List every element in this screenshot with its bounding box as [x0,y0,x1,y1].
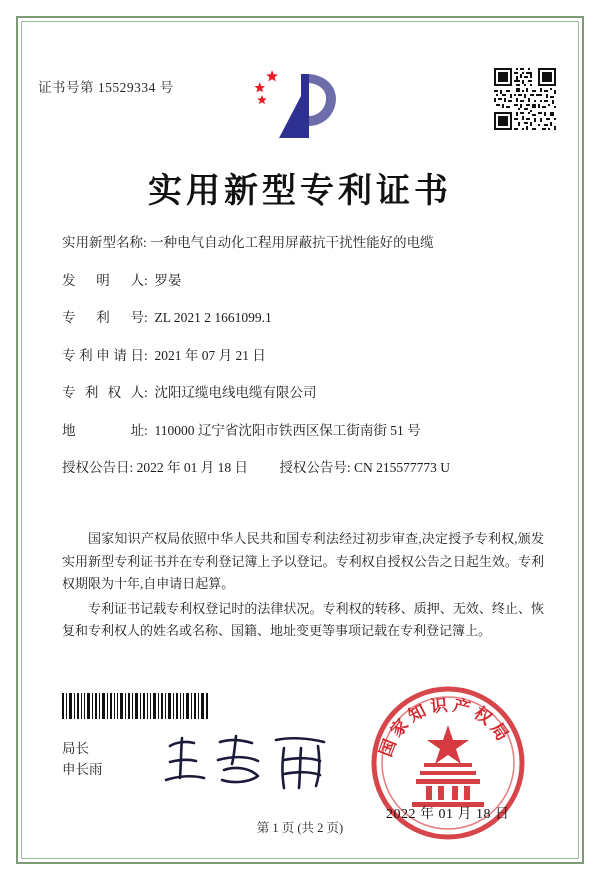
seal-date: 2022 年 01 月 18 日 [386,807,510,822]
field-row-patentee: 专 利 权 人: 沈阳辽缆电线电缆有限公司 [62,383,552,403]
field-label: 专利申请日 [62,347,144,363]
grant-number-label: 授权公告号: [279,460,351,475]
certificate-number: 证书号第 15529334 号 [38,80,174,95]
certificate-content [38,38,562,842]
field-label: 地 址 [62,422,144,438]
seal-text: 国家知识产权局 [376,695,515,760]
field-label: 专 利 号 [62,310,144,325]
field-value: 2021 年 07 月 21 日 [154,347,266,363]
field-row-invention-name [62,233,552,253]
field-row-inventor: 发 明 人: 罗晏 [62,271,552,291]
field-value: 110000 辽宁省沈阳市铁西区保工街南街 51 号 [154,422,421,438]
legal-paragraph-2: 专利证书记载专利权登记时的法律状况。专利权的转移、质押、无效、终止、恢复和专利权人的姓名或名称、国籍、地址变更等事项记载在专利登记簿上。 [62,600,544,638]
legal-paragraph-1: 国家知识产权局依照中华人民共和国专利法经过初步审查,决定授予专利权,颁发实用新型专利证书并在专利登记簿上予以登记。专利权自授权公告之日起生效。专利权期限为十年,自申请日起算。 [62,531,544,591]
signature-block [62,738,103,780]
cnipa-logo-icon [243,66,363,146]
page-footer: 第 1 页 (共 2 页) [256,821,344,835]
field-value: ZL 2021 2 1661099.1 [154,310,272,325]
field-row-address: 地 址: 110000 辽宁省沈阳市铁西区保工街南街 51 号 [62,421,552,441]
director-label: 局长 [62,741,89,756]
field-value: 一种电气自动化工程用屏蔽抗干扰性能好的电缆 [150,235,434,250]
field-label: 实用新型名称: [62,235,147,250]
field-row-application-date: 专利申请日: 2021 年 07 月 21 日 [62,346,552,366]
legal-text-block [62,528,544,645]
barcode [60,693,210,719]
field-row-grant-announcement [62,458,552,478]
qr-code-icon [494,68,556,130]
field-value: 罗晏 [154,272,182,288]
field-list [62,233,552,488]
field-label: 专 利 权 人 [62,385,144,400]
field-row-patent-number: 专 利 号: ZL 2021 2 1661099.1 [62,308,552,328]
grant-date-value: 2022 年 01 月 18 日 [136,460,249,475]
field-label: 发 明 人 [62,272,144,288]
handwritten-signature [158,728,348,798]
director-name: 申长雨 [62,762,103,777]
field-value: 沈阳辽缆电线电缆有限公司 [154,385,317,400]
page-title: 实用新型专利证书 [148,171,452,211]
grant-number-value: CN 215577773 U [354,460,451,475]
grant-date-label: 授权公告日: [62,460,134,475]
